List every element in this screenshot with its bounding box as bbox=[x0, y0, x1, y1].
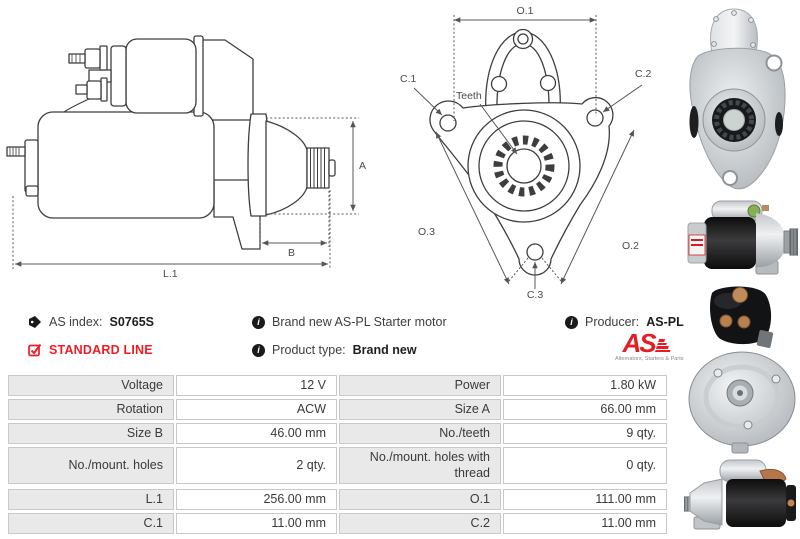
spec-value-teeth: 9 qty. bbox=[503, 423, 667, 444]
starter-front-outline bbox=[430, 30, 613, 276]
product-type-label: Product type: bbox=[272, 343, 346, 357]
info-icon: i bbox=[565, 316, 578, 329]
standard-line-row bbox=[28, 343, 153, 357]
spec-label-c2: C.2 bbox=[339, 513, 501, 534]
side-view-drawing bbox=[0, 0, 390, 290]
info-icon: i bbox=[252, 316, 265, 329]
as-pl-logo-tagline: Alternators, Starters & Parts bbox=[615, 355, 684, 362]
spec-label-size-a: Size A bbox=[339, 399, 501, 420]
spec-value-mount-holes: 2 qty. bbox=[176, 447, 337, 484]
dim-label-c1: C.1 bbox=[400, 73, 417, 85]
producer-label: Producer: bbox=[585, 315, 640, 329]
checkbox-checked-icon bbox=[28, 343, 42, 357]
spec-value-voltage: 12 V bbox=[176, 375, 337, 396]
dim-label-c3: C.3 bbox=[526, 289, 544, 300]
tag-icon bbox=[28, 315, 42, 329]
spec-value-rotation: ACW bbox=[176, 399, 337, 420]
dim-label-l1: L.1 bbox=[163, 268, 178, 280]
spec-label-o1: O.1 bbox=[339, 489, 501, 510]
spec-value-l1: 256.00 mm bbox=[176, 489, 337, 510]
producer-row bbox=[565, 315, 684, 329]
producer-value: AS-PL bbox=[646, 315, 684, 329]
product-photo-side-view-2[interactable] bbox=[684, 459, 798, 537]
dim-label-a: A bbox=[359, 160, 367, 172]
spec-label-c1: C.1 bbox=[8, 513, 174, 534]
spec-label-size-b: Size B bbox=[8, 423, 174, 444]
dim-label-o3: O.3 bbox=[418, 226, 435, 238]
dim-label-c2: C.2 bbox=[635, 68, 652, 80]
product-description: Brand new AS-PL Starter motor bbox=[272, 315, 447, 329]
spec-label-voltage: Voltage bbox=[8, 375, 174, 396]
spec-label-teeth: No./teeth bbox=[339, 423, 501, 444]
spec-table-main bbox=[8, 375, 667, 484]
product-type-value: Brand new bbox=[352, 343, 417, 357]
as-pl-logo bbox=[615, 328, 684, 362]
spec-value-c1: 11.00 mm bbox=[176, 513, 337, 534]
dim-label-b: B bbox=[288, 247, 296, 259]
as-index-value: S0765S bbox=[109, 315, 154, 329]
spec-value-size-b: 46.00 mm bbox=[176, 423, 337, 444]
info-icon: i bbox=[252, 344, 265, 357]
starter-side-outline bbox=[7, 36, 335, 249]
spec-value-o1: 111.00 mm bbox=[503, 489, 667, 510]
product-type-row bbox=[252, 343, 417, 357]
as-pl-logo-stripes-icon bbox=[654, 339, 673, 352]
spec-value-size-a: 66.00 mm bbox=[503, 399, 667, 420]
product-photo-rear-view[interactable] bbox=[688, 283, 796, 455]
spec-table-dimensions bbox=[8, 489, 667, 534]
spec-value-power: 1.80 kW bbox=[503, 375, 667, 396]
spec-value-c2: 11.00 mm bbox=[503, 513, 667, 534]
dim-label-teeth: Teeth bbox=[456, 90, 482, 102]
standard-line-badge: STANDARD LINE bbox=[49, 343, 153, 357]
spec-value-mount-holes-thread: 0 qty. bbox=[503, 447, 667, 484]
product-photo-side-view[interactable] bbox=[684, 199, 798, 279]
dim-label-o1: O.1 bbox=[516, 5, 534, 17]
spec-label-mount-holes: No./mount. holes bbox=[8, 447, 174, 484]
as-pl-logo-text: AS bbox=[622, 328, 655, 358]
dim-label-o2: O.2 bbox=[622, 240, 639, 252]
description-row bbox=[252, 315, 447, 329]
as-index-row bbox=[28, 315, 154, 329]
spec-label-mount-holes-thread: No./mount. holes with thread bbox=[339, 447, 501, 484]
front-view-drawing bbox=[390, 0, 680, 300]
spec-label-power: Power bbox=[339, 375, 501, 396]
as-index-label: AS index: bbox=[49, 315, 103, 329]
product-photo-front-view[interactable] bbox=[686, 6, 790, 196]
spec-label-rotation: Rotation bbox=[8, 399, 174, 420]
spec-label-l1: L.1 bbox=[8, 489, 174, 510]
